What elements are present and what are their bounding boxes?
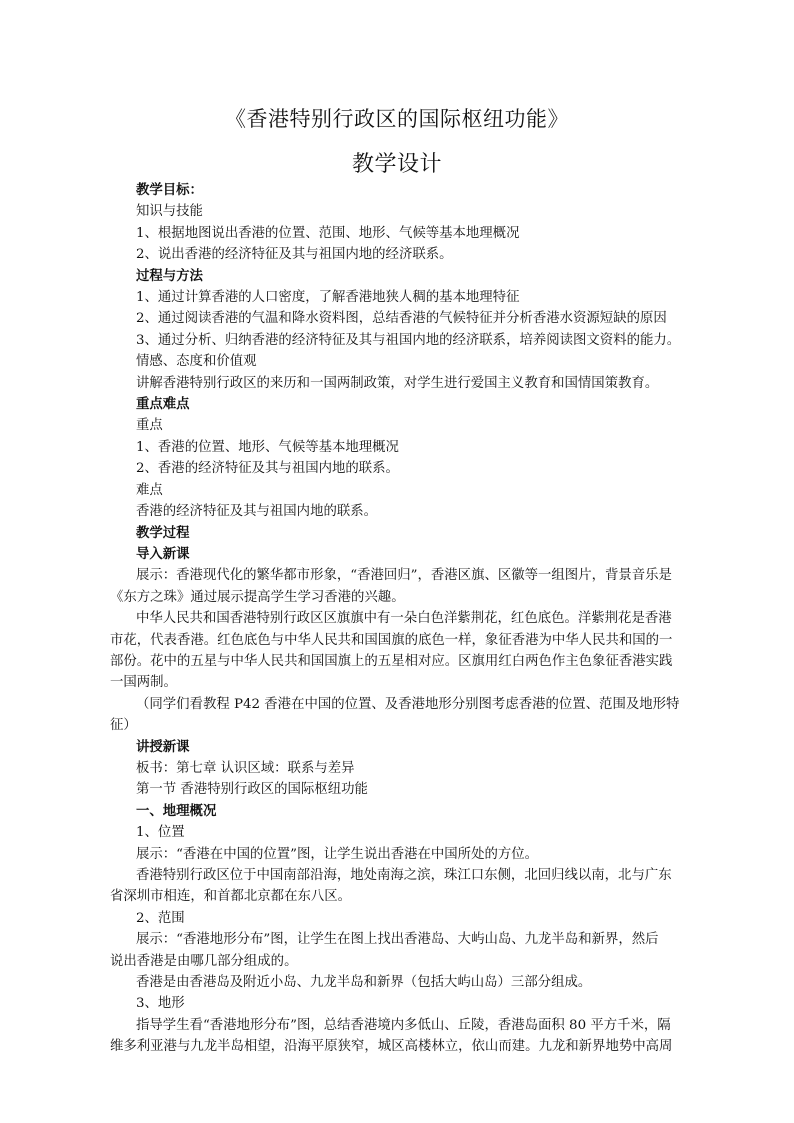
body-line: 2、通过阅读香港的气温和降水资料图，总结香港的气候特征并分析香港水资源短缺的原因: [136, 311, 667, 327]
body-line: 部份。花中的五星与中华人民共和国国旗上的五星相对应。区旗用红白两色作主色象征香港实践: [110, 653, 673, 669]
document-title: 《香港特别行政区的国际枢纽功能》: [225, 107, 569, 131]
section-heading: 教学过程: [136, 524, 190, 541]
body-line: （同学们看教程 P42 香港在中国的位置、及香港地形分别图考虑香港的位置、范围及地形特: [136, 696, 680, 712]
body-line: 香港的经济特征及其与祖国内地的联系。: [136, 504, 378, 520]
body-line: 重点: [136, 418, 163, 434]
section-heading: 导入新课: [136, 545, 190, 562]
body-line: 省深圳市相连，和首都北京都在东八区。: [110, 889, 352, 905]
section-heading: 重点难点: [136, 396, 190, 413]
body-line: 2、范围: [136, 910, 185, 926]
body-line: 香港是由香港岛及附近小岛、九龙半岛和新界（包括大屿山岛）三部分组成。: [136, 975, 592, 991]
body-line: 香港特别行政区位于中国南部沿海，地处南海之滨，珠江口东侧，北回归线以南，北与广东: [136, 868, 672, 883]
body-line: 1、位置: [136, 825, 185, 841]
body-line: 难点: [136, 482, 163, 498]
section-heading: 一、地理概况: [136, 802, 217, 819]
body-line: 说出香港是由哪几部分组成的。: [110, 953, 298, 969]
body-line: 3、地形: [136, 996, 185, 1012]
body-line: 2、香港的经济特征及其与祖国内地的联系。: [136, 461, 399, 477]
body-line: 《东方之珠》通过展示提高学生学习香港的兴趣。: [110, 589, 405, 605]
body-line: 1、香港的位置、地形、气候等基本地理概况: [136, 439, 399, 455]
body-line: 中华人民共和国香港特别行政区区旗旗中有一朵白色洋紫荆花，红色底色。洋紫荆花是香港: [136, 611, 672, 627]
body-line: 2、说出香港的经济特征及其与祖国内地的经济联系。: [136, 247, 453, 263]
body-line: 维多利亚港与九龙半岛相望，沿海平原狭窄，城区高楼林立，依山而建。九龙和新界地势中高周: [110, 1039, 673, 1055]
section-heading: 讲授新课: [136, 738, 190, 755]
body-line: 第一节 香港特别行政区的国际枢纽功能: [136, 782, 368, 798]
body-line: 1、根据地图说出香港的位置、范围、地形、气候等基本地理概况: [136, 225, 520, 241]
section-heading: 过程与方法: [136, 267, 203, 284]
section-heading: 教学目标：: [136, 182, 203, 198]
body-line: 征）: [110, 718, 137, 734]
body-line: 展示：“香港地形分布”图，让学生在图上找出香港岛、大屿山岛、九龙半岛和新界，然后: [136, 932, 659, 948]
document-body: [110, 180, 700, 1058]
body-line: 一国两制。: [110, 675, 177, 691]
body-line: 板书：第七章 认识区域：联系与差异: [136, 760, 355, 776]
body-line: 1、通过计算香港的人口密度，了解香港地狭人稠的基本地理特征: [136, 290, 520, 306]
document-subtitle: 教学设计: [351, 152, 442, 177]
body-line: 情感、态度和价值观: [136, 354, 257, 370]
body-line: 知识与技能: [136, 204, 203, 220]
body-line: 指导学生看“香港地形分布”图，总结香港境内多低山、丘陵，香港岛面积 80 平方千米，隔: [136, 1017, 671, 1033]
body-line: 展示：香港现代化的繁华都市形象，“香港回归”，香港区旗、区徽等一组图片，背景音乐是: [136, 568, 672, 584]
body-line: 市花，代表香港。红色底色与中华人民共和国国旗的底色一样，象征香港为中华人民共和国的一: [110, 632, 673, 648]
body-line: 展示：“香港在中国的位置”图，让学生说出香港在中国所处的方位。: [136, 846, 539, 862]
body-line: 讲解香港特别行政区的来历和一国两制政策，对学生进行爱国主义教育和国情国策教育。: [136, 375, 659, 391]
body-line: 3、通过分析、归纳香港的经济特征及其与祖国内地的经济联系，培养阅读图文资料的能力。: [136, 332, 681, 348]
